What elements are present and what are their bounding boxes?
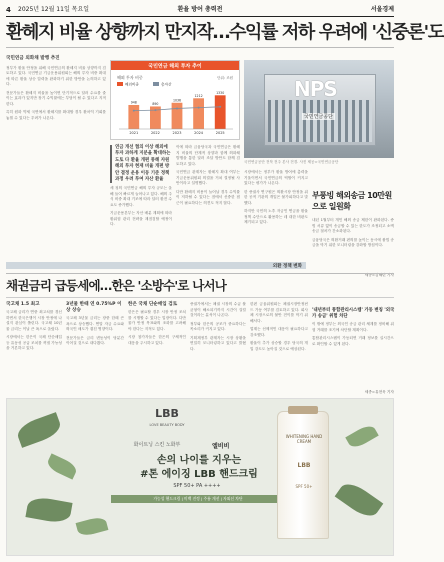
leaf-decoration <box>25 495 72 524</box>
section-title: 환율 방어 총력전 <box>177 6 223 13</box>
ratio-point-2023 <box>176 107 178 109</box>
photo-caption: 국민연금공단 전북 전주 본사 전경. 사진 제공=국민연금공단 <box>244 160 339 164</box>
sidebar-headline: 부풍빙 해외송금 10만원으로 일원화 <box>312 191 392 211</box>
ad-headline-2: #톤 에이징 LBB 핸드크림 <box>140 469 258 480</box>
tube-brand: LBB <box>297 462 311 469</box>
bar-2021 <box>128 105 139 129</box>
x-tick-2022: 2022 <box>150 131 160 135</box>
building-facade <box>268 100 372 142</box>
chart-y-label: 해외 투자 비중 <box>117 75 143 80</box>
legend-swatch-assets <box>153 82 159 86</box>
x-tick-2025: 2025 <box>215 131 225 135</box>
nps-logo: NPS <box>294 77 337 101</box>
chart-svg <box>111 61 239 139</box>
column-heading: 국고채 1.5 최고 <box>6 302 40 307</box>
leaf-decoration <box>45 453 79 479</box>
paragraph: 다만 환헤지 비용이 늘어날 경우 수익률이 저하될 수 있다는 점에서 신중한 접근이 필요하다는 의견도 적지 않다. <box>176 189 240 205</box>
advertisement[interactable] <box>6 398 394 556</box>
article-intro: 국민연금 외화채 발행 추진 <box>6 56 60 61</box>
paragraph: 내년 1월부터 개인 해외 송금 제한이 완화된다. 증빙 서류 없이 송금할 수 있는 한도가 조정되고 소액 송금 절차가 간소화된다. <box>312 218 394 233</box>
chart-unit: 단위: 조원 <box>217 76 233 80</box>
paragraph: 한은은 필요할 경우 시장 안정 조치를 시행할 수 있다는 입장이다. 다만 물가 안정 목표와의 조화를 고려해야 한다는 지적도 있다. <box>128 310 186 331</box>
bar-2024 <box>193 98 204 129</box>
leaf-decoration <box>345 423 378 451</box>
chart-bars <box>128 91 225 135</box>
bottom-column-4 <box>190 302 246 394</box>
bottom-column-3 <box>128 302 186 394</box>
article-lead: 연금 개선 협의 이상 해외에 투자 과하게 지분을 확대하는 도토 다 환율 개편 통해 자원 해외 투자 현재 비율 개편 방안 결정 운용 이동 기준 정책 과정 우려 투여 자산 환율 <box>110 145 172 183</box>
section-divider <box>6 273 394 274</box>
leaf-decoration <box>15 412 64 448</box>
paragraph: 한 증권사 연구원은 외환시장 안정을 위한 공적 기관의 개입은 불가피하다고 말했다. <box>244 189 308 205</box>
bar-2023 <box>172 103 183 129</box>
headline-divider <box>6 47 394 48</box>
second-headline-divider <box>6 297 394 298</box>
paragraph: 세 청의 국민연금 해외 투자 규모는 올해 들어 빠르게 늘어나고 있다. 해외 주식 비중 확대 기조에 따라 달러 환전 수요도 증가했다. <box>110 186 172 207</box>
bar-label-2025: 1330 <box>216 90 225 95</box>
bar-label-2022: 890 <box>152 101 159 106</box>
ratio-point-2024 <box>198 107 200 109</box>
main-headline: 환헤지 비율 상향까지 만지작…수익률 저하 우려에 '신중론'도 <box>6 22 444 43</box>
paragraph: 정부가 환율 안정을 위해 국민연금의 환헤지 비율 상향까지 검토하고 있다. 국민연금 기금운용위원회는 해외 투자 비중 확대에 따른 환율 상승 압력을 완화하기 위한 방안을 논의하고 있다. <box>6 65 106 87</box>
section-banner <box>6 262 306 269</box>
ratio-point-2022 <box>154 109 156 111</box>
sidebar-body-2 <box>312 322 394 394</box>
sidebar-subheadline: '내년부터 통합관리시스템' 가동 변칭 '외국가 송금' 위험 차단 <box>312 308 395 319</box>
x-tick-2023: 2023 <box>172 131 182 135</box>
paragraph: 환율이 추가 상승할 경우 당국의 개입 강도도 높아질 것으로 예상된다. <box>250 341 308 351</box>
issue-date: 2025년 12월 11일 목요일 <box>18 6 90 13</box>
paragraph: 전문가들은 금리 변동성이 당분간 이어질 것으로 내다봤다. <box>66 335 124 345</box>
building-sign: 국민연금공단 <box>304 114 333 120</box>
nps-building-photo <box>244 60 394 158</box>
second-headline: 채권금리 급등세에…한은 '소방수'로 나서나 <box>6 278 227 293</box>
column-heading: 3년물 한때 연 0.75%P 이상 상승 <box>66 302 122 313</box>
paragraph: 하지만 국민의 노후 자금인 연금을 환율 정책 수단으로 활용하는 데 대한 비판도 제기되고 있다. <box>244 209 308 224</box>
leaf-decoration <box>76 515 109 537</box>
bottom-column-5 <box>250 302 308 394</box>
bottom-byline: 세종=유현욱 기자 <box>364 390 394 394</box>
x-tick-2021: 2021 <box>129 131 139 135</box>
paragraph: 금융당국은 외환거래 편의를 높이는 동시에 불법 송금을 막기 위한 모니터링을 강화할 방침이다. <box>312 237 394 247</box>
column-heading: 한은 국채 단순매입 검토 <box>128 302 178 307</box>
ratio-point-2021 <box>133 110 135 112</box>
paragraph: 한편 금융위원회는 채권시장안정펀드 가동 여부를 검토하고 있다. 회사채 시장으로의 불안 전이를 막기 위해서다. <box>250 302 308 323</box>
article-column-2 <box>110 145 172 257</box>
bottom-column-1 <box>6 302 62 394</box>
brand-logo: LBB <box>155 407 179 420</box>
page-header <box>6 5 394 17</box>
article-column-4 <box>244 170 308 258</box>
bar-2025 <box>215 95 226 129</box>
hand-cream-tube <box>277 411 329 539</box>
ratio-point-2025 <box>219 106 221 108</box>
article-column-3 <box>176 145 240 257</box>
sidebar-body <box>312 218 394 270</box>
ad-spf: SPF 50+ PA ++++ <box>173 483 221 489</box>
legend-ratio: 해외비중 <box>125 82 139 87</box>
paragraph: 이 밖에 정부는 외국인 송금 관리 체계를 정비해 위험 거래를 조기에 차단할 계획이다. <box>312 322 394 332</box>
banner-text: 외환 정책 변화 <box>272 263 302 269</box>
paragraph: 업계는 선제적인 대응이 필요하다고 강조했다. <box>250 327 308 337</box>
article-column-1 <box>6 56 106 256</box>
brand-subtitle: LOVE BEAUTY BODY <box>149 423 185 427</box>
bottom-column-2 <box>66 302 124 394</box>
paragraph: 통합관리시스템이 가동되면 거래 정보를 실시간으로 확인할 수 있게 된다. <box>312 336 394 346</box>
page-number: 4 <box>6 6 11 14</box>
paragraph: 국민연금 관계자는 환헤지 확대 여부는 기금운용위원회 의결을 거쳐 결정될 사안이라고 설명했다. <box>176 170 240 185</box>
sidebar-byline: 세종=김혜린 기자 <box>364 273 394 277</box>
tube-label: WHITENING HAND CREAM <box>285 434 323 444</box>
paragraph: 기금운용본부는 자산 배분 계획에 따라 환위험 관리 전략을 재점검할 예정이다. <box>110 211 172 227</box>
paragraph: 시장에서는 정부가 환율 방어에 총력을 기울이면서 국민연금의 역할이 커지고 있다는 평가가 나온다. <box>244 170 308 185</box>
paragraph: 이에 따라 금융당국과 국민연금은 환헤지 비율의 단계적 상향과 함께 외화채 발행을 통한 달러 조달 방안도 함께 검토하고 있다. <box>176 145 240 166</box>
paragraph: 기획재정부 관계자는 시장 상황을 면밀히 모니터링하고 있다고 밝혔다. <box>190 335 246 351</box>
ad-brand-name: 엘비비 <box>212 443 230 450</box>
tube-cap <box>288 406 318 414</box>
paragraph: 특히 원화 약세 국면에서 환헤지를 확대할 경우 환차익 기회를 놓칠 수 있다는 우려가 나온다. <box>6 110 106 120</box>
ad-features: 가능성 핸드크림 | 미백 진정 | 주름 개선 | 자외선 차단 <box>111 495 285 503</box>
legend-swatch-ratio <box>117 82 123 86</box>
paragraph: 정부와 한은의 공조가 중요하다는 목소리가 커지고 있다. <box>190 321 246 331</box>
paragraph: 시장에서는 한은이 국채 단순매입 등 유동성 공급 조치를 꺼낼 가능성을 거론하고 있다. <box>6 335 62 350</box>
paragraph: 국고채 금리가 연중 최고치를 경신하면서 한국은행이 시장 안정에 나설지 관심이 쏠린다. 국고채 10년물 금리는 이날 큰 폭으로 올랐다. <box>6 310 62 331</box>
ad-tagline: 화이트닝 스킨 노화부 <box>133 442 181 448</box>
newspaper-name: 서울경제 <box>370 6 394 13</box>
paragraph: 시장 참가자들은 한은의 구체적인 대응을 주시하고 있다. <box>128 335 186 345</box>
overseas-investment-chart <box>110 60 240 140</box>
legend-assets: 총자산 <box>161 82 172 87</box>
tube-spf: SPF 50+ <box>295 484 313 489</box>
paragraph: 전문가들은 환헤지 비율을 높이면 단기적으로 달러 수요를 줄이는 효과가 있지만 장기 수익률에는 부담이 될 수 있다고 지적한다. <box>6 90 106 106</box>
bar-label-2024: 1212 <box>194 93 203 98</box>
ad-headline-1: 손의 나이를 지우는 <box>156 455 242 466</box>
leaf-decoration <box>335 478 384 521</box>
bar-label-2023: 1036 <box>172 98 182 103</box>
paragraph: 증권가에서는 채권 시장의 수급 불균형이 해소되기까지 시간이 걸릴 것이라는 분석이 나온다. <box>190 302 246 317</box>
chart-title: 국민연금 해외 투자 추이 <box>148 63 202 70</box>
x-tick-2024: 2024 <box>194 131 204 135</box>
paragraph: 국고채 3년물 금리는 장중 한때 큰 폭으로 상승했다. 연말 자금 수요와 외국인 매도가 겹친 영향이다. <box>66 316 124 331</box>
bar-label-2021: 948 <box>130 100 137 105</box>
